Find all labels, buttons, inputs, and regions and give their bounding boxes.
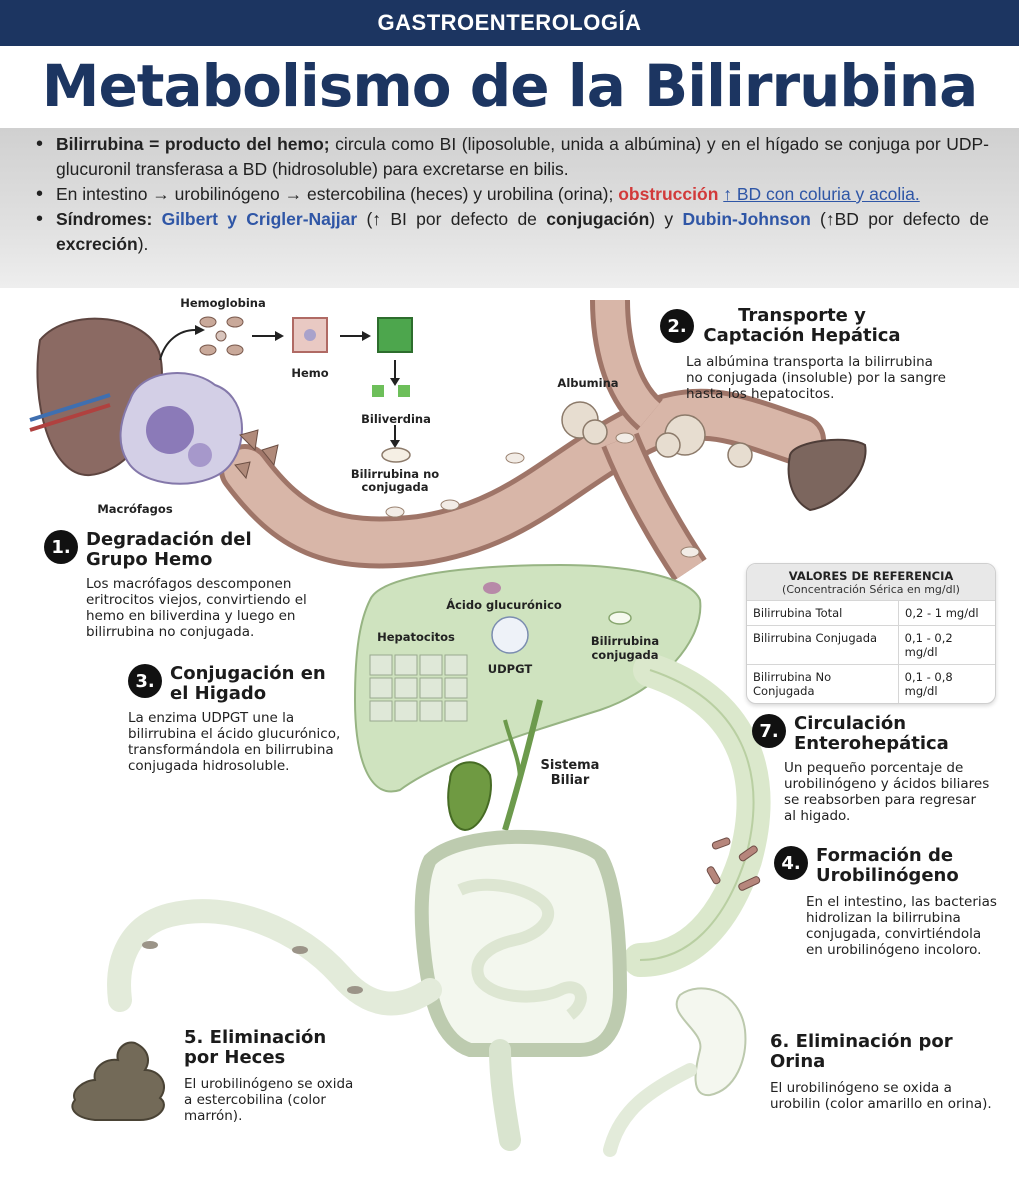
table-cell-name: Bilirrubina Conjugada <box>747 626 899 664</box>
reference-table-subtitle: (Concentración Sérica en mg/dl) <box>782 583 960 596</box>
table-cell-name: Bilirrubina No Conjugada <box>747 665 899 703</box>
label-bilirrubina-no-conjugada: Bilirrubina no conjugada <box>350 467 440 494</box>
step-6-title-text: Eliminación por Orina <box>770 1031 953 1072</box>
step-1-number: 1. <box>44 530 78 564</box>
step-5-number: 5. <box>184 1027 204 1048</box>
summary-box <box>0 128 1019 288</box>
unconjugated-bilirubin-icon <box>382 448 410 462</box>
conjugated-bilirubin-icon <box>609 612 631 624</box>
summary-b2-text: En intestino → urobilinógeno → estercobilina (heces) y urobilina (orina); <box>56 184 619 204</box>
step-7-number: 7. <box>752 714 786 748</box>
summary-b2-obstruction: obstrucción <box>618 184 719 204</box>
summary-b2-link[interactable]: ↑ BD con coluria y acolia. <box>723 184 920 204</box>
summary-b1-bold: Bilirrubina = producto del hemo; <box>56 134 330 154</box>
label-albumina: Albumina <box>557 376 619 390</box>
table-cell-value: 0,1 - 0,2 mg/dl <box>904 631 953 659</box>
step-6-title <box>770 1032 1000 1072</box>
category-label: GASTROENTEROLOGÍA <box>377 10 642 35</box>
step-6-desc: El urobilinógeno se oxida a urobilin (color amarillo en orina). <box>770 1080 992 1112</box>
table-cell-name: Bilirrubina Total <box>747 601 899 625</box>
step-7-desc: Un pequeño porcentaje de urobilinógeno y ácidos biliares se reabsorben para regresar al higado. <box>784 760 990 824</box>
label-sistema-biliar: Sistema Biliar <box>540 758 600 788</box>
step-7-title: Circulación Enterohepática <box>794 713 949 754</box>
summary-b1-text: circula como BI (liposoluble, unida a albúmina) y en el hígado se conjuga por UDP-glucuronil transferasa a BD (hidrosoluble) para excretarse en bilis. <box>56 134 990 179</box>
step-4-title: Formación de Urobilinógeno <box>816 845 959 886</box>
step-6-number: 6. <box>770 1031 790 1052</box>
table-row <box>747 600 995 625</box>
step-1-desc: Los macrófagos descomponen eritrocitos viejos, convirtiendo el hemo en biliverdina y luego en bilirrubina no conjugada. <box>86 576 307 640</box>
step-4-desc: En el intestino, las bacterias hidrolizan la bilirrubina conjugada, convirtiéndola en urobilinógeno incoloro. <box>806 894 997 958</box>
biliverdin-molecule <box>378 318 412 352</box>
step-4 <box>774 846 1000 958</box>
gallbladder <box>448 762 491 830</box>
step-5-title-text: Eliminación por Heces <box>184 1027 327 1068</box>
glucuronic-acid-icon <box>483 582 501 594</box>
step-3 <box>128 664 358 774</box>
summary-dubin: Dubin-Johnson <box>682 209 811 229</box>
summary-b3-t4: ). <box>137 234 149 254</box>
summary-bullet-2 <box>34 182 989 207</box>
label-acido-glucuronico: Ácido glucurónico <box>446 598 562 612</box>
hemoglobin-molecule <box>200 317 243 355</box>
step-6 <box>770 1032 1000 1112</box>
label-hepatocitos: Hepatocitos <box>377 630 455 644</box>
summary-gilbert: Gilbert y Crigler-Najjar <box>161 209 358 229</box>
enterohepatic-vessel <box>640 670 753 960</box>
summary-b3-bold: Síndromes: <box>56 209 153 229</box>
step-7 <box>752 714 992 824</box>
step-5 <box>184 1028 364 1124</box>
fecal-route <box>119 911 430 1003</box>
step-2-desc: La albúmina transporta la bilirrubina no conjugada (insoluble) por la sangre hasta los hepatocitos. <box>686 354 946 402</box>
label-hemo: Hemo <box>291 366 329 380</box>
step-5-desc: El urobilinógeno se oxida a estercobilina (color marrón). <box>184 1076 354 1124</box>
step-3-title: Conjugación en el Higado <box>170 663 326 704</box>
label-udpgt: UDPGT <box>487 662 533 676</box>
stool-icon <box>72 1042 164 1120</box>
step-3-desc: La enzima UDPGT une la bilirrubina el ácido glucurónico, transformándola en bilirrubina conjugada hidrosoluble. <box>128 710 341 774</box>
step-3-number: 3. <box>128 664 162 698</box>
reference-values-table <box>746 563 996 704</box>
label-hemoglobina: Hemoglobina <box>180 296 266 310</box>
udpgt-enzyme <box>492 617 528 653</box>
summary-b3-t3: (↑BD por defecto de <box>810 209 989 229</box>
table-row <box>747 664 995 703</box>
step-2 <box>660 306 960 402</box>
step-1-title: Degradación del Grupo Hemo <box>86 529 252 570</box>
table-cell-value: 0,2 - 1 mg/dl <box>905 606 979 620</box>
reference-table-header <box>747 564 995 600</box>
summary-bullet-3 <box>34 207 989 257</box>
summary-bullet-1 <box>34 132 989 182</box>
table-cell-value: 0,1 - 0,8 mg/dl <box>904 670 953 698</box>
step-1 <box>44 530 314 640</box>
summary-list <box>0 128 1019 257</box>
summary-conjugacion: conjugación <box>546 209 650 229</box>
summary-b3-t2: ) y <box>649 209 683 229</box>
table-row <box>747 625 995 664</box>
urine-route <box>610 1070 690 1150</box>
step-2-title: Transporte y Captación Hepática <box>703 305 901 346</box>
liver-small <box>789 440 866 510</box>
step-5-title <box>184 1028 364 1068</box>
category-banner <box>0 0 1019 46</box>
label-macrofagos: Macrófagos <box>97 502 173 516</box>
summary-b3-t1: (↑ BI por defecto de <box>357 209 547 229</box>
summary-excrecion: excreción <box>56 234 138 254</box>
step-2-number: 2. <box>660 309 694 343</box>
label-biliverdina: Biliverdina <box>361 412 431 426</box>
reference-table-title: VALORES DE REFERENCIA <box>788 569 954 583</box>
label-bilirrubina-conjugada: Bilirrubina conjugada <box>590 634 660 662</box>
page-title: Metabolismo de la Bilirrubina <box>41 52 978 120</box>
step-4-number: 4. <box>774 846 808 880</box>
